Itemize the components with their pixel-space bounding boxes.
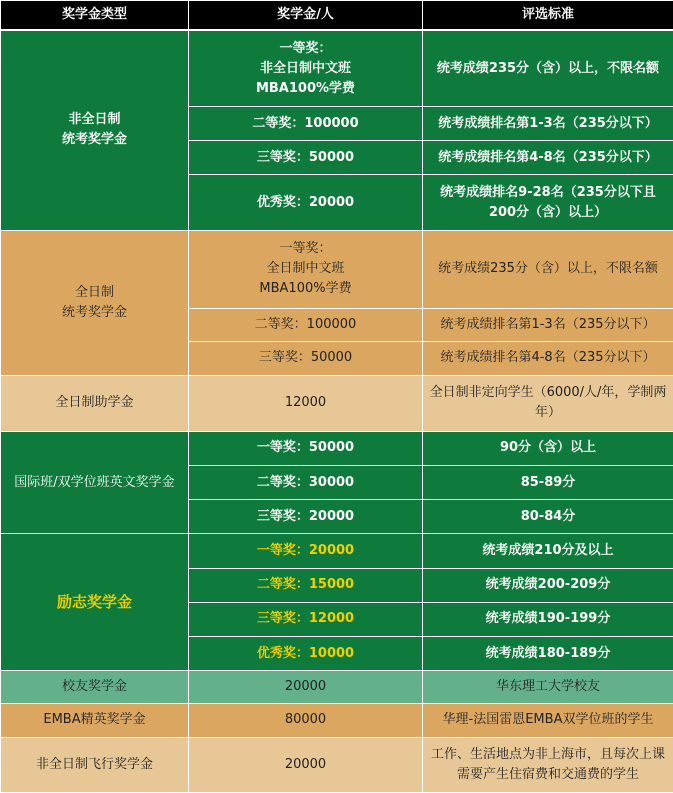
award-cell: 20000 [189, 671, 423, 704]
table-row [1, 704, 673, 737]
criteria-cell: 华理-法国雷恩EMBA双学位班的学生 [423, 704, 673, 737]
award-cell: 12000 [189, 375, 423, 431]
table-row [1, 431, 673, 465]
header-criteria: 评选标准 [423, 1, 673, 31]
table-row [1, 230, 673, 308]
award-cell: 一等奖： 非全日制中文班 MBA100%学费 [189, 30, 423, 106]
type-cell-fulltime-aid: 全日制助学金 [1, 375, 189, 431]
criteria-cell: 统考成绩235分（含）以上，不限名额 [423, 230, 673, 308]
criteria-cell: 90分（含）以上 [423, 431, 673, 465]
award-cell: 一等奖：50000 [189, 431, 423, 465]
criteria-cell: 华东理工大学校友 [423, 671, 673, 704]
criteria-cell: 统考成绩210分及以上 [423, 534, 673, 568]
award-cell: 二等奖：15000 [189, 568, 423, 602]
type-cell-fulltime: 全日制 统考奖学金 [1, 230, 189, 375]
award-cell: 三等奖：50000 [189, 141, 423, 175]
award-cell: 三等奖：20000 [189, 500, 423, 534]
award-cell: 三等奖：50000 [189, 342, 423, 375]
table-row [1, 671, 673, 704]
criteria-cell: 统考成绩排名第1-3名（235分以下） [423, 107, 673, 141]
type-cell-international: 国际班/双学位班英文奖学金 [1, 431, 189, 534]
criteria-cell: 全日制非定向学生（6000/人/年，学制两年） [423, 375, 673, 431]
award-cell: 一等奖：20000 [189, 534, 423, 568]
criteria-cell: 统考成绩200-209分 [423, 568, 673, 602]
table-header-row [1, 1, 673, 31]
criteria-cell: 统考成绩排名第4-8名（235分以下） [423, 342, 673, 375]
criteria-cell: 统考成绩180-189分 [423, 637, 673, 671]
award-cell: 优秀奖：10000 [189, 637, 423, 671]
award-cell: 二等奖：100000 [189, 107, 423, 141]
type-cell-flight: 非全日制飞行奖学金 [1, 737, 189, 792]
award-cell: 二等奖：100000 [189, 309, 423, 342]
table-row [1, 534, 673, 568]
criteria-cell: 统考成绩排名9-28名（235分以下且200分（含）以上） [423, 175, 673, 230]
criteria-cell: 85-89分 [423, 466, 673, 500]
header-type: 奖学金类型 [1, 1, 189, 31]
criteria-cell: 统考成绩排名第4-8名（235分以下） [423, 141, 673, 175]
award-cell: 三等奖：12000 [189, 602, 423, 636]
table-row [1, 30, 673, 106]
criteria-cell: 统考成绩235分（含）以上，不限名额 [423, 30, 673, 106]
header-amount: 奖学金/人 [189, 1, 423, 31]
criteria-cell: 80-84分 [423, 500, 673, 534]
award-cell: 20000 [189, 737, 423, 792]
criteria-cell: 统考成绩排名第1-3名（235分以下） [423, 309, 673, 342]
table-row [1, 737, 673, 792]
type-cell-alumni: 校友奖学金 [1, 671, 189, 704]
criteria-cell: 工作、生活地点为非上海市，且每次上课需要产生住宿费和交通费的学生 [423, 737, 673, 792]
award-cell: 一等奖： 全日制中文班 MBA100%学费 [189, 230, 423, 308]
award-cell: 80000 [189, 704, 423, 737]
table-row [1, 375, 673, 431]
criteria-cell: 统考成绩190-199分 [423, 602, 673, 636]
type-cell-non-fulltime: 非全日制 统考奖学金 [1, 30, 189, 230]
award-cell: 二等奖：30000 [189, 466, 423, 500]
type-cell-emba: EMBA精英奖学金 [1, 704, 189, 737]
award-cell: 优秀奖：20000 [189, 175, 423, 230]
type-cell-inspiration: 励志奖学金 [1, 534, 189, 671]
